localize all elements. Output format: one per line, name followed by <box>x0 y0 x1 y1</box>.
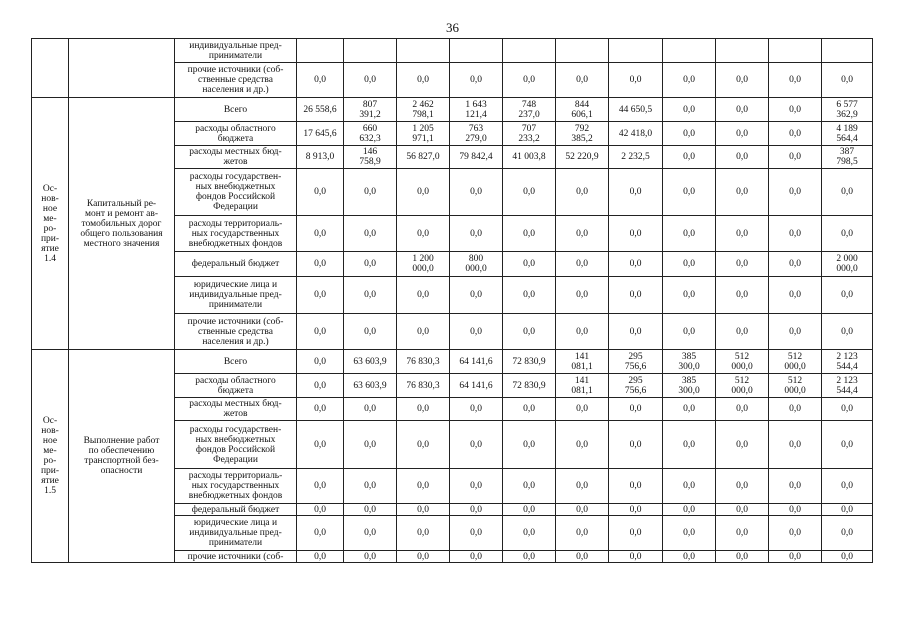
value-cell: 0,0 <box>822 504 873 516</box>
value-cell: 0,0 <box>297 252 344 277</box>
value-cell: 0,0 <box>822 277 873 314</box>
value-cell: 0,0 <box>344 63 397 98</box>
value-cell: 0,0 <box>344 516 397 551</box>
funding-source: федеральный бюджет <box>175 504 297 516</box>
measure-title: Выполнение работ по обеспечению транспортной без- опасности <box>69 350 175 563</box>
measure-label <box>32 39 69 98</box>
value-cell: 0,0 <box>609 169 663 216</box>
value-cell: 0,0 <box>822 169 873 216</box>
funding-source: прочие источники (соб- ственные средства населения и др.) <box>175 63 297 98</box>
value-cell: 0,0 <box>450 516 503 551</box>
value-cell: 64 141,6 <box>450 374 503 398</box>
value-cell: 0,0 <box>297 504 344 516</box>
value-cell: 0,0 <box>716 122 769 146</box>
value-cell: 0,0 <box>556 63 609 98</box>
value-cell: 0,0 <box>769 314 822 350</box>
value-cell: 0,0 <box>556 516 609 551</box>
value-cell: 800 000,0 <box>450 252 503 277</box>
value-cell: 0,0 <box>822 314 873 350</box>
funding-source: юридические лица и индивидуальные пред- приниматели <box>175 516 297 551</box>
value-cell: 52 220,9 <box>556 146 609 169</box>
value-cell: 0,0 <box>822 516 873 551</box>
value-cell: 0,0 <box>397 504 450 516</box>
value-cell <box>450 39 503 63</box>
value-cell: 0,0 <box>297 350 344 374</box>
value-cell <box>769 39 822 63</box>
value-cell: 0,0 <box>344 169 397 216</box>
value-cell: 0,0 <box>450 551 503 563</box>
value-cell: 0,0 <box>769 216 822 252</box>
value-cell: 0,0 <box>716 63 769 98</box>
value-cell: 0,0 <box>663 421 716 469</box>
value-cell: 0,0 <box>450 63 503 98</box>
value-cell: 0,0 <box>397 421 450 469</box>
value-cell: 0,0 <box>769 98 822 122</box>
funding-source: федеральный бюджет <box>175 252 297 277</box>
value-cell: 512 000,0 <box>716 374 769 398</box>
value-cell: 512 000,0 <box>769 374 822 398</box>
value-cell: 0,0 <box>344 398 397 421</box>
value-cell: 512 000,0 <box>769 350 822 374</box>
value-cell: 660 632,3 <box>344 122 397 146</box>
value-cell: 1 205 971,1 <box>397 122 450 146</box>
value-cell: 0,0 <box>663 551 716 563</box>
value-cell: 0,0 <box>609 504 663 516</box>
value-cell: 8 913,0 <box>297 146 344 169</box>
value-cell: 0,0 <box>297 398 344 421</box>
value-cell: 0,0 <box>716 146 769 169</box>
funding-source: расходы местных бюд- жетов <box>175 146 297 169</box>
value-cell: 0,0 <box>609 516 663 551</box>
value-cell: 0,0 <box>450 398 503 421</box>
value-cell: 2 232,5 <box>609 146 663 169</box>
value-cell: 0,0 <box>397 216 450 252</box>
value-cell: 0,0 <box>556 421 609 469</box>
value-cell: 0,0 <box>397 169 450 216</box>
value-cell: 0,0 <box>450 504 503 516</box>
value-cell: 844 606,1 <box>556 98 609 122</box>
budget-table <box>31 38 873 563</box>
funding-source: юридические лица и индивидуальные пред- приниматели <box>175 277 297 314</box>
value-cell: 0,0 <box>769 504 822 516</box>
value-cell: 0,0 <box>716 551 769 563</box>
value-cell: 79 842,4 <box>450 146 503 169</box>
value-cell: 0,0 <box>297 277 344 314</box>
value-cell: 0,0 <box>663 516 716 551</box>
value-cell: 0,0 <box>503 169 556 216</box>
value-cell: 0,0 <box>503 63 556 98</box>
value-cell: 0,0 <box>663 122 716 146</box>
value-cell: 0,0 <box>450 277 503 314</box>
value-cell: 141 081,1 <box>556 350 609 374</box>
value-cell: 0,0 <box>297 516 344 551</box>
value-cell: 0,0 <box>769 421 822 469</box>
value-cell: 0,0 <box>769 277 822 314</box>
value-cell: 0,0 <box>344 277 397 314</box>
value-cell: 2 123 544,4 <box>822 374 873 398</box>
value-cell: 0,0 <box>450 216 503 252</box>
value-cell: 0,0 <box>503 551 556 563</box>
value-cell: 0,0 <box>609 63 663 98</box>
value-cell: 0,0 <box>503 398 556 421</box>
value-cell: 385 300,0 <box>663 374 716 398</box>
value-cell <box>397 39 450 63</box>
value-cell: 0,0 <box>769 516 822 551</box>
value-cell: 763 279,0 <box>450 122 503 146</box>
table-row <box>32 98 873 122</box>
value-cell: 387 798,5 <box>822 146 873 169</box>
value-cell: 0,0 <box>716 252 769 277</box>
value-cell: 0,0 <box>556 252 609 277</box>
value-cell: 0,0 <box>609 421 663 469</box>
funding-source: прочие источники (соб- <box>175 551 297 563</box>
budget-table-body <box>32 39 873 563</box>
value-cell: 1 200 000,0 <box>397 252 450 277</box>
value-cell: 2 462 798,1 <box>397 98 450 122</box>
value-cell: 17 645,6 <box>297 122 344 146</box>
value-cell: 0,0 <box>297 169 344 216</box>
page-number: 36 <box>446 20 459 35</box>
value-cell: 748 237,0 <box>503 98 556 122</box>
value-cell: 64 141,6 <box>450 350 503 374</box>
value-cell: 0,0 <box>503 516 556 551</box>
value-cell: 0,0 <box>344 421 397 469</box>
value-cell: 0,0 <box>663 469 716 504</box>
value-cell: 0,0 <box>297 469 344 504</box>
value-cell: 0,0 <box>609 551 663 563</box>
value-cell: 0,0 <box>769 122 822 146</box>
value-cell: 0,0 <box>663 216 716 252</box>
value-cell: 0,0 <box>609 277 663 314</box>
funding-source: индивидуальные пред- приниматели <box>175 39 297 63</box>
value-cell: 0,0 <box>397 314 450 350</box>
value-cell: 0,0 <box>609 398 663 421</box>
measure-title <box>69 39 175 98</box>
value-cell: 0,0 <box>556 216 609 252</box>
value-cell: 0,0 <box>609 252 663 277</box>
value-cell: 295 756,6 <box>609 350 663 374</box>
funding-source: прочие источники (соб- ственные средства населения и др.) <box>175 314 297 350</box>
value-cell: 0,0 <box>556 398 609 421</box>
value-cell: 0,0 <box>344 314 397 350</box>
value-cell: 0,0 <box>344 216 397 252</box>
value-cell: 0,0 <box>769 146 822 169</box>
value-cell: 0,0 <box>503 252 556 277</box>
value-cell: 63 603,9 <box>344 374 397 398</box>
value-cell: 72 830,9 <box>503 350 556 374</box>
value-cell: 0,0 <box>344 469 397 504</box>
funding-source: расходы местных бюд- жетов <box>175 398 297 421</box>
value-cell: 0,0 <box>716 421 769 469</box>
value-cell: 0,0 <box>663 146 716 169</box>
value-cell: 1 643 121,4 <box>450 98 503 122</box>
value-cell: 44 650,5 <box>609 98 663 122</box>
table-row <box>32 350 873 374</box>
value-cell: 512 000,0 <box>716 350 769 374</box>
value-cell: 0,0 <box>769 469 822 504</box>
value-cell: 42 418,0 <box>609 122 663 146</box>
value-cell: 76 830,3 <box>397 374 450 398</box>
value-cell: 0,0 <box>556 314 609 350</box>
value-cell: 0,0 <box>397 398 450 421</box>
value-cell: 0,0 <box>716 469 769 504</box>
value-cell: 0,0 <box>769 63 822 98</box>
value-cell: 0,0 <box>716 216 769 252</box>
value-cell: 0,0 <box>297 374 344 398</box>
table-row <box>32 39 873 63</box>
value-cell: 385 300,0 <box>663 350 716 374</box>
value-cell <box>822 39 873 63</box>
value-cell: 0,0 <box>344 252 397 277</box>
value-cell <box>663 39 716 63</box>
value-cell: 0,0 <box>450 469 503 504</box>
value-cell: 0,0 <box>450 169 503 216</box>
value-cell: 0,0 <box>503 504 556 516</box>
value-cell: 0,0 <box>503 469 556 504</box>
value-cell: 41 003,8 <box>503 146 556 169</box>
funding-source: Всего <box>175 350 297 374</box>
value-cell: 295 756,6 <box>609 374 663 398</box>
value-cell: 0,0 <box>822 469 873 504</box>
value-cell: 0,0 <box>556 504 609 516</box>
value-cell: 0,0 <box>663 277 716 314</box>
value-cell: 792 385,2 <box>556 122 609 146</box>
value-cell: 0,0 <box>716 98 769 122</box>
value-cell: 0,0 <box>609 314 663 350</box>
value-cell: 0,0 <box>503 277 556 314</box>
value-cell: 2 123 544,4 <box>822 350 873 374</box>
value-cell: 0,0 <box>297 314 344 350</box>
funding-source: расходы областного бюджета <box>175 122 297 146</box>
value-cell: 0,0 <box>663 169 716 216</box>
value-cell: 0,0 <box>450 421 503 469</box>
value-cell: 0,0 <box>397 516 450 551</box>
value-cell: 2 000 000,0 <box>822 252 873 277</box>
value-cell: 0,0 <box>503 216 556 252</box>
value-cell: 0,0 <box>822 421 873 469</box>
value-cell: 0,0 <box>397 469 450 504</box>
value-cell: 0,0 <box>297 63 344 98</box>
value-cell: 0,0 <box>503 314 556 350</box>
value-cell: 0,0 <box>663 398 716 421</box>
funding-source: расходы территориаль- ных государственных внебюджетных фондов <box>175 469 297 504</box>
value-cell: 0,0 <box>297 551 344 563</box>
value-cell: 146 758,9 <box>344 146 397 169</box>
value-cell: 76 830,3 <box>397 350 450 374</box>
value-cell: 0,0 <box>344 551 397 563</box>
value-cell: 0,0 <box>716 169 769 216</box>
value-cell <box>297 39 344 63</box>
value-cell: 0,0 <box>297 216 344 252</box>
value-cell: 0,0 <box>716 504 769 516</box>
value-cell: 0,0 <box>769 252 822 277</box>
value-cell: 0,0 <box>822 63 873 98</box>
funding-source: расходы областного бюджета <box>175 374 297 398</box>
value-cell: 0,0 <box>769 169 822 216</box>
funding-source: расходы государствен- ных внебюджетных фондов Российской Федерации <box>175 169 297 216</box>
value-cell: 0,0 <box>716 277 769 314</box>
value-cell: 0,0 <box>716 398 769 421</box>
funding-source: расходы территориаль- ных государственных внебюджетных фондов <box>175 216 297 252</box>
value-cell: 0,0 <box>769 398 822 421</box>
value-cell: 0,0 <box>822 398 873 421</box>
value-cell: 0,0 <box>397 63 450 98</box>
value-cell: 0,0 <box>344 504 397 516</box>
value-cell: 72 830,9 <box>503 374 556 398</box>
value-cell: 0,0 <box>397 277 450 314</box>
value-cell: 0,0 <box>397 551 450 563</box>
value-cell: 0,0 <box>609 469 663 504</box>
value-cell: 807 391,2 <box>344 98 397 122</box>
value-cell: 0,0 <box>663 314 716 350</box>
value-cell <box>716 39 769 63</box>
measure-label: Ос- нов- ное ме- ро- при- ятие 1.4 <box>32 98 69 350</box>
value-cell: 0,0 <box>716 516 769 551</box>
value-cell: 141 081,1 <box>556 374 609 398</box>
value-cell <box>556 39 609 63</box>
value-cell <box>609 39 663 63</box>
funding-source: Всего <box>175 98 297 122</box>
value-cell: 0,0 <box>297 421 344 469</box>
value-cell: 0,0 <box>822 551 873 563</box>
value-cell: 0,0 <box>556 277 609 314</box>
value-cell: 0,0 <box>663 252 716 277</box>
measure-label: Ос- нов- ное ме- ро- при- ятие 1.5 <box>32 350 69 563</box>
value-cell: 0,0 <box>663 98 716 122</box>
value-cell: 6 577 362,9 <box>822 98 873 122</box>
value-cell: 0,0 <box>716 314 769 350</box>
value-cell: 56 827,0 <box>397 146 450 169</box>
value-cell: 0,0 <box>822 216 873 252</box>
value-cell: 4 189 564,4 <box>822 122 873 146</box>
value-cell: 0,0 <box>769 551 822 563</box>
measure-title: Капитальный ре- монт и ремонт ав- томобильных дорог общего пользования местного значения <box>69 98 175 350</box>
value-cell: 26 558,6 <box>297 98 344 122</box>
value-cell <box>344 39 397 63</box>
value-cell <box>503 39 556 63</box>
value-cell: 0,0 <box>556 469 609 504</box>
funding-source: расходы государствен- ных внебюджетных фондов Российской Федерации <box>175 421 297 469</box>
value-cell: 0,0 <box>663 504 716 516</box>
value-cell: 0,0 <box>556 169 609 216</box>
value-cell: 707 233,2 <box>503 122 556 146</box>
value-cell: 63 603,9 <box>344 350 397 374</box>
value-cell: 0,0 <box>663 63 716 98</box>
value-cell: 0,0 <box>450 314 503 350</box>
value-cell: 0,0 <box>609 216 663 252</box>
value-cell: 0,0 <box>503 421 556 469</box>
value-cell: 0,0 <box>556 551 609 563</box>
